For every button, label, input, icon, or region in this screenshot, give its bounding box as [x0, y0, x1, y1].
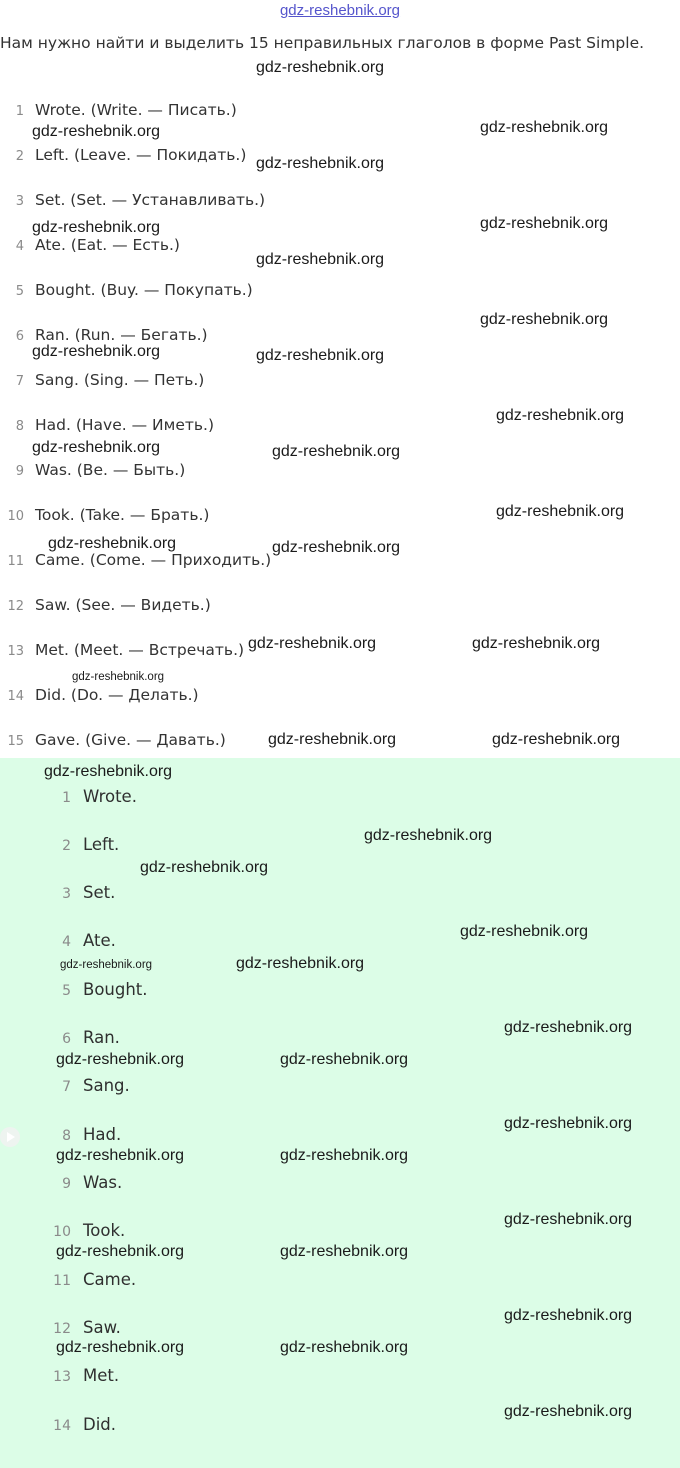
- watermark: gdz-reshebnik.org: [56, 1051, 185, 1068]
- item-text: Wrote. (Write. — Писать.): [35, 101, 237, 119]
- watermark: gdz-reshebnik.org: [472, 635, 601, 652]
- answer-number: 3: [62, 886, 71, 902]
- watermark: gdz-reshebnik.org: [280, 1147, 409, 1164]
- item-text: Left. (Leave. — Покидать.): [35, 146, 247, 164]
- watermark: gdz-reshebnik.org: [72, 671, 165, 683]
- watermark: gdz-reshebnik.org: [44, 763, 173, 780]
- watermark: gdz-reshebnik.org: [256, 155, 385, 172]
- item-text: Did. (Do. — Делать.): [35, 686, 199, 704]
- answer-text: Did.: [83, 1415, 117, 1434]
- watermark: gdz-reshebnik.org: [60, 959, 153, 971]
- item-number: 12: [7, 599, 24, 614]
- item-text: Came. (Come. — Приходить.): [35, 551, 272, 569]
- watermark: gdz-reshebnik.org: [280, 1051, 409, 1068]
- item-number: 4: [15, 239, 24, 254]
- item-number: 1: [15, 104, 24, 119]
- answer-number: 11: [53, 1273, 71, 1289]
- watermark: gdz-reshebnik.org: [364, 827, 493, 844]
- answer-text: Took.: [83, 1221, 126, 1240]
- item-number: 11: [7, 554, 24, 569]
- answer-text: Set.: [83, 883, 116, 902]
- item-text: Had. (Have. — Иметь.): [35, 416, 214, 434]
- answer-number: 13: [53, 1369, 71, 1385]
- watermark: gdz-reshebnik.org: [280, 1339, 409, 1356]
- watermark: gdz-reshebnik.org: [496, 503, 625, 520]
- item-number: 15: [7, 734, 24, 749]
- watermark: gdz-reshebnik.org: [504, 1115, 633, 1132]
- watermark: gdz-reshebnik.org: [56, 1339, 185, 1356]
- watermark: gdz-reshebnik.org: [32, 219, 161, 236]
- item-text: Saw. (See. — Видеть.): [35, 596, 211, 614]
- item-text: Ran. (Run. — Бегать.): [35, 326, 208, 344]
- watermark: gdz-reshebnik.org: [256, 251, 385, 268]
- answer-number: 4: [62, 934, 71, 950]
- watermark: gdz-reshebnik.org: [268, 731, 397, 748]
- answer-number: 2: [62, 838, 71, 854]
- watermark: gdz-reshebnik.org: [272, 443, 401, 460]
- watermark: gdz-reshebnik.org: [460, 923, 589, 940]
- watermark: gdz-reshebnik.org: [32, 439, 161, 456]
- item-number: 3: [15, 194, 24, 209]
- watermark: gdz-reshebnik.org: [496, 407, 625, 424]
- answer-text: Was.: [83, 1173, 123, 1192]
- item-text: Met. (Meet. — Встречать.): [35, 641, 245, 659]
- answer-number: 5: [62, 983, 71, 999]
- answer-number: 7: [62, 1079, 71, 1095]
- item-text: Was. (Be. — Быть.): [35, 461, 186, 479]
- answer-panel: [0, 758, 680, 1468]
- watermark: gdz-reshebnik.org: [56, 1243, 185, 1260]
- item-text: Sang. (Sing. — Петь.): [35, 371, 205, 389]
- item-number: 7: [15, 374, 24, 389]
- watermark: gdz-reshebnik.org: [256, 347, 385, 364]
- watermark: gdz-reshebnik.org: [48, 535, 177, 552]
- item-number: 14: [7, 689, 24, 704]
- watermark: gdz-reshebnik.org: [480, 311, 609, 328]
- item-number: 13: [7, 644, 24, 659]
- watermark: gdz-reshebnik.org: [32, 343, 161, 360]
- answer-text: Came.: [83, 1270, 137, 1289]
- answer-text: Left.: [83, 835, 120, 854]
- item-number: 2: [15, 149, 24, 164]
- answer-text: Sang.: [83, 1076, 130, 1095]
- watermark: gdz-reshebnik.org: [504, 1019, 633, 1036]
- play-icon[interactable]: [0, 1127, 20, 1147]
- item-text: Bought. (Buy. — Покупать.): [35, 281, 253, 299]
- watermark: gdz-reshebnik.org: [504, 1403, 633, 1420]
- item-number: 6: [15, 329, 24, 344]
- answer-number: 1: [62, 790, 71, 806]
- item-text: Took. (Take. — Брать.): [35, 506, 210, 524]
- site-link[interactable]: gdz-reshebnik.org: [279, 2, 401, 19]
- item-text: Ate. (Eat. — Есть.): [35, 236, 180, 254]
- watermark: gdz-reshebnik.org: [32, 123, 161, 140]
- answer-text: Wrote.: [83, 787, 137, 806]
- answer-text: Ran.: [83, 1028, 120, 1047]
- task-text: Нам нужно найти и выделить 15 неправильных глаголов в форме Past Simple.: [0, 34, 645, 52]
- answer-number: 10: [53, 1224, 71, 1240]
- answer-text: Ate.: [83, 931, 116, 950]
- watermark: gdz-reshebnik.org: [56, 1147, 185, 1164]
- item-number: 10: [7, 509, 24, 524]
- watermark: gdz-reshebnik.org: [256, 59, 385, 76]
- watermark: gdz-reshebnik.org: [140, 859, 269, 876]
- item-number: 5: [15, 284, 24, 299]
- answer-number: 8: [62, 1128, 71, 1144]
- watermark: gdz-reshebnik.org: [272, 539, 401, 556]
- item-number: 9: [15, 464, 24, 479]
- watermark: gdz-reshebnik.org: [280, 1243, 409, 1260]
- watermark: gdz-reshebnik.org: [504, 1211, 633, 1228]
- item-text: Gave. (Give. — Давать.): [35, 731, 226, 749]
- answer-text: Met.: [83, 1366, 120, 1385]
- answer-text: Bought.: [83, 980, 148, 999]
- answer-number: 6: [62, 1031, 71, 1047]
- watermark: gdz-reshebnik.org: [504, 1307, 633, 1324]
- watermark: gdz-reshebnik.org: [480, 215, 609, 232]
- watermark: gdz-reshebnik.org: [480, 119, 609, 136]
- answer-number: 14: [53, 1418, 71, 1434]
- item-number: 8: [15, 419, 24, 434]
- item-text: Set. (Set. — Устанавливать.): [35, 191, 266, 209]
- answer-text: Saw.: [83, 1318, 121, 1337]
- answer-text: Had.: [83, 1125, 122, 1144]
- answer-number: 9: [62, 1176, 71, 1192]
- answer-number: 12: [53, 1321, 71, 1337]
- watermark: gdz-reshebnik.org: [492, 731, 621, 748]
- watermark: gdz-reshebnik.org: [248, 635, 377, 652]
- watermark: gdz-reshebnik.org: [236, 955, 365, 972]
